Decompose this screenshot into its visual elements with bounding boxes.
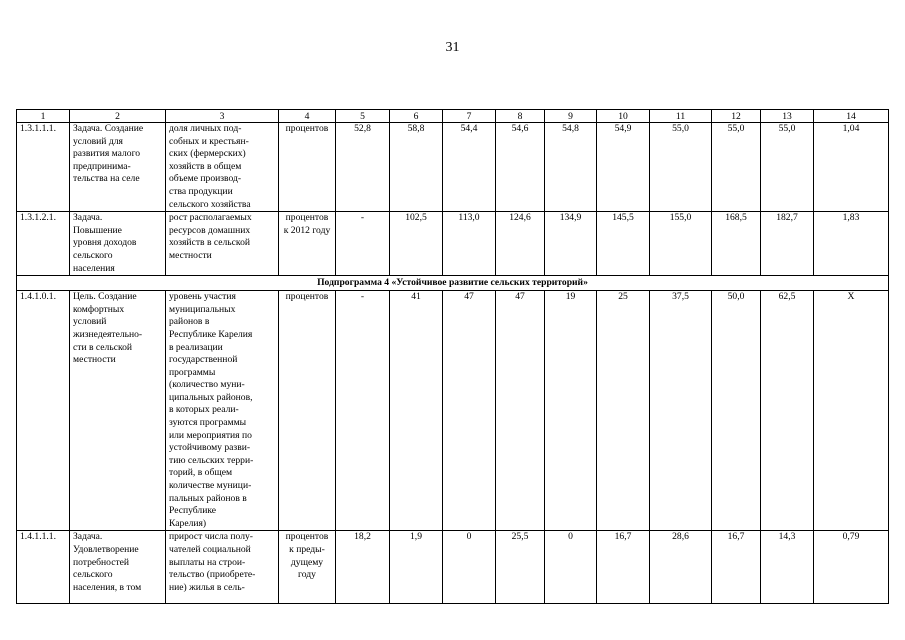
row-indicator: уровень участия муниципальных районов в Республике Карелия в реализации государственной программы (количество муни- ципальных районов, в которых реали- зуются программы или мероприятия по устойчивому разви- тию сельских терри- торий, в общем количестве муници- пальных районов в Республике Карелия)	[166, 291, 279, 531]
value-cell: 0	[443, 531, 496, 604]
header-cell: 5	[336, 110, 390, 123]
row-unit: процентов к 2012 году	[279, 212, 336, 276]
value-cell: 16,7	[597, 531, 650, 604]
value-cell: 1,04	[814, 123, 889, 212]
value-cell: 47	[496, 291, 545, 531]
value-cell: 134,9	[545, 212, 597, 276]
header-cell: 3	[166, 110, 279, 123]
value-cell: 145,5	[597, 212, 650, 276]
value-cell: 25	[597, 291, 650, 531]
header-cell: 6	[390, 110, 443, 123]
value-cell: 14,3	[761, 531, 814, 604]
header-cell: 1	[17, 110, 70, 123]
value-cell: -	[336, 212, 390, 276]
value-cell: 155,0	[650, 212, 712, 276]
row-code: 1.3.1.1.1.	[17, 123, 70, 212]
value-cell: 55,0	[712, 123, 761, 212]
value-cell: 0,79	[814, 531, 889, 604]
value-cell: 54,8	[545, 123, 597, 212]
indicators-table	[16, 109, 889, 604]
value-cell: 58,8	[390, 123, 443, 212]
table-row	[17, 531, 889, 604]
header-cell: 14	[814, 110, 889, 123]
header-cell: 2	[70, 110, 166, 123]
value-cell: 1,9	[390, 531, 443, 604]
value-cell: 1,83	[814, 212, 889, 276]
value-cell: 18,2	[336, 531, 390, 604]
value-cell: 182,7	[761, 212, 814, 276]
row-goal: Задача. Удовлетворение потребностей сельского населения, в том	[70, 531, 166, 604]
value-cell: 102,5	[390, 212, 443, 276]
section-title: Подпрограмма 4 «Устойчивое развитие сельских территорий»	[17, 276, 889, 291]
header-cell: 8	[496, 110, 545, 123]
value-cell: 124,6	[496, 212, 545, 276]
value-cell: 52,8	[336, 123, 390, 212]
row-indicator: доля личных под- собных и крестьян- ских (фермерских) хозяйств в общем объеме производ- ства продукции сельского хозяйства	[166, 123, 279, 212]
header-cell: 10	[597, 110, 650, 123]
value-cell: 0	[545, 531, 597, 604]
row-goal: Цель. Создание комфортных условий жизнедеятельно- сти в сельской местности	[70, 291, 166, 531]
header-cell: 12	[712, 110, 761, 123]
value-cell: 25,5	[496, 531, 545, 604]
row-goal: Задача. Создание условий для развития малого предпринима- тельства на селе	[70, 123, 166, 212]
header-cell: 4	[279, 110, 336, 123]
header-cell: 9	[545, 110, 597, 123]
value-cell: 113,0	[443, 212, 496, 276]
value-cell: 54,4	[443, 123, 496, 212]
row-code: 1.4.1.0.1.	[17, 291, 70, 531]
table-header-row	[17, 110, 889, 123]
value-cell: X	[814, 291, 889, 531]
value-cell: 28,6	[650, 531, 712, 604]
value-cell: 16,7	[712, 531, 761, 604]
value-cell: 55,0	[761, 123, 814, 212]
row-indicator: рост располагаемых ресурсов домашних хозяйств в сельской местности	[166, 212, 279, 276]
value-cell: 37,5	[650, 291, 712, 531]
row-unit: процентов	[279, 291, 336, 531]
value-cell: 19	[545, 291, 597, 531]
value-cell: -	[336, 291, 390, 531]
value-cell: 55,0	[650, 123, 712, 212]
value-cell: 168,5	[712, 212, 761, 276]
row-goal: Задача. Повышение уровня доходов сельского населения	[70, 212, 166, 276]
value-cell: 54,6	[496, 123, 545, 212]
table-row	[17, 123, 889, 212]
row-code: 1.4.1.1.1.	[17, 531, 70, 604]
table-row	[17, 291, 889, 531]
row-indicator: прирост числа полу- чателей социальной выплаты на строи- тельство (приобрете- ние) жилья в сель-	[166, 531, 279, 604]
row-unit: процентов	[279, 123, 336, 212]
row-unit: процентов к преды- дущему году	[279, 531, 336, 604]
header-cell: 13	[761, 110, 814, 123]
table-row	[17, 212, 889, 276]
page-number: 31	[445, 40, 460, 55]
value-cell: 47	[443, 291, 496, 531]
value-cell: 50,0	[712, 291, 761, 531]
section-header-row	[17, 276, 889, 291]
header-cell: 7	[443, 110, 496, 123]
value-cell: 41	[390, 291, 443, 531]
value-cell: 54,9	[597, 123, 650, 212]
header-cell: 11	[650, 110, 712, 123]
row-code: 1.3.1.2.1.	[17, 212, 70, 276]
value-cell: 62,5	[761, 291, 814, 531]
